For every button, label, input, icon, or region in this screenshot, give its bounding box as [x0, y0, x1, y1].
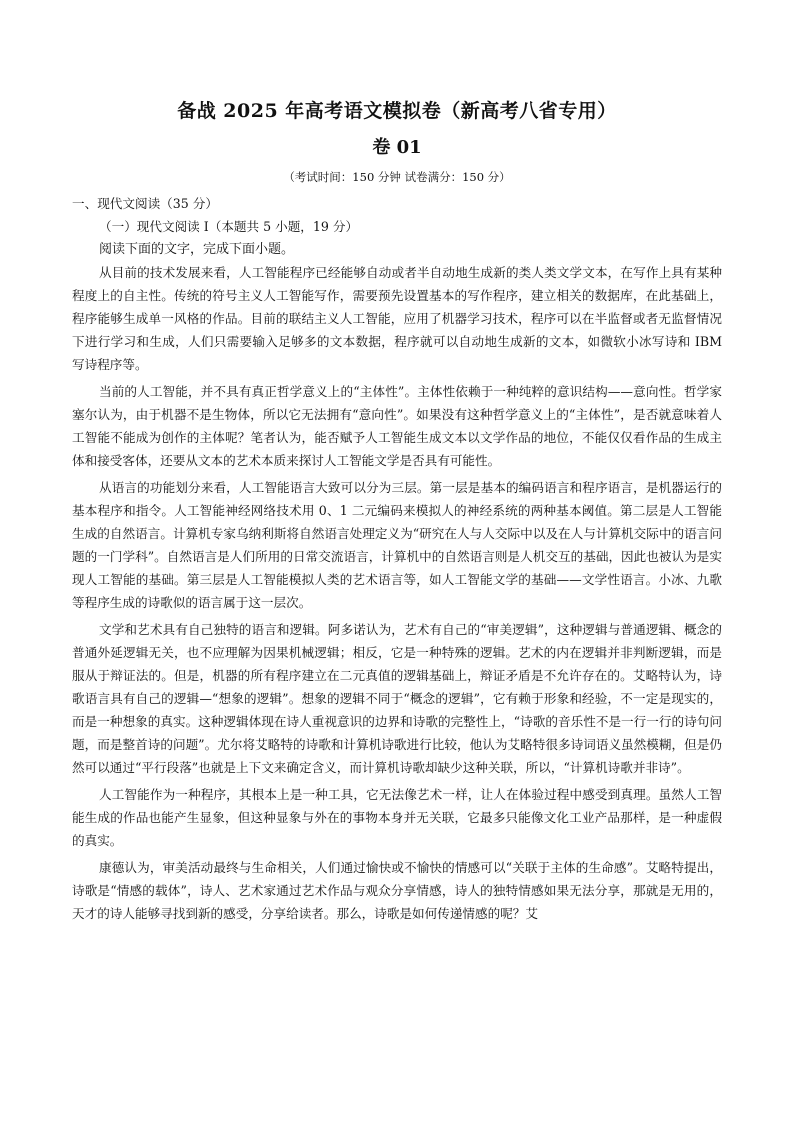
- paragraph-5: 人工智能作为一种程序，其根本上是一种工具，它无法像艺术一样，让人在体验过程中感受到真理。虽然人工智能生成的作品也能产生显象，但这种显象与外在的事物本身并无关联，它最多只能像文化工业产品那样，是一种虚假的真实。: [72, 787, 722, 848]
- reading-section: [72, 192, 722, 929]
- paragraph-4: 文学和艺术具有自己独特的语言和逻辑。阿多诺认为，艺术有自己的“审美逻辑”，这种逻辑与普通逻辑、概念的普通外延逻辑无关，也不应理解为因果机械逻辑；相反，它是一种特殊的逻辑。艺术的内在逻辑并非判断逻辑，而是服从于辩证法的。但是，机器的所有程序建立在二元真值的逻辑基础上，辩证矛盾是不允许存在的。艾略特认为，诗歌语言具有自己的逻辑—“想象的逻辑”。想象的逻辑不同于“概念的逻辑”，它有赖于形象和经验，不一定是现实的，而是一种想象的真实。这种逻辑体现在诗人重视意识的边界和诗歌的完整性上，“诗歌的音乐性不是一行一行的诗句问题，而是整首诗的问题”。尤尔将艾略特的诗歌和计算机诗歌进行比较，他认为艾略特很多诗词语义虽然模糊，但是仍然可以通过“平行段落”也就是上下文来确定含义，而计算机诗歌却缺少这种关联，所以，“计算机诗歌并非诗”。: [72, 622, 722, 775]
- paragraph-3: 从语言的功能划分来看，人工智能语言大致可以分为三层。第一层是基本的编码语言和程序语言，是机器运行的基本程序和指令。人工智能神经网络技术用 0、1 二元编码来模拟人的神经系统的两种基本阈值。第二层是人工智能生成的自然语言。计算机专家乌纳利斯将自然语言处理定义为“研究在人与人交际中以及在人与计算机交际中的语言问题的一门学科”。自然语言是人们所用的日常交流语言，计算机中的自然语言则是人机交互的基础，因此也被认为是实现人工智能的基础。第三层是人工智能模拟人类的艺术语言等，如人工智能文学的基础——文学性语言。小冰、九歌等程序生成的诗歌似的语言属于这一层次。: [72, 480, 722, 610]
- reading-instruction: 阅读下面的文字，完成下面小题。: [99, 242, 295, 257]
- paragraph-2: 当前的人工智能，并不具有真正哲学意义上的“主体性”。主体性依赖于一种纯粹的意识结构——意向性。哲学家塞尔认为，由于机器不是生物体，所以它无法拥有“意向性”。如果没有这种哲学意义上的“主体性”，是否就意味着人工智能不能成为创作的主体呢？笔者认为，能否赋予人工智能生成文本以文学作品的地位，不能仅仅看作品的生成主体和接受客体，还要从文本的艺术本质来探讨人工智能文学是否具有可能性。: [72, 384, 722, 468]
- section-heading: 一、现代文阅读（35 分）: [72, 196, 218, 211]
- paragraph-6: 康德认为，审美活动最终与生命相关，人们通过愉快或不愉快的情感可以“关联于主体的生命感”。艾略特提出，诗歌是“情感的载体”，诗人、艺术家通过艺术作品与观众分享情感，诗人的独特情感如果无法分享，那就是无用的，天才的诗人能够寻找到新的感受，分享给读者。那么，诗歌是如何传递情感的呢？艾: [72, 860, 722, 921]
- paper-number: 卷 01: [372, 137, 422, 158]
- sub-section-heading: （一）现代文阅读 I（本题共 5 小题，19 分）: [99, 219, 359, 234]
- page-title: 备战 2025 年高考语文模拟卷（新高考八省专用）: [177, 100, 617, 122]
- exam-info: （考试时间：150 分钟 试卷满分：150 分）: [283, 170, 511, 184]
- paragraph-1: 从目前的技术发展来看，人工智能程序已经能够自动或者半自动地生成新的类人类文学文本，在写作上具有某种程度上的自主性。传统的符号主义人工智能写作，需要预先设置基本的写作程序，建立相关的数据库，在此基础上，程序能够生成单一风格的作品。目前的联结主义人工智能，应用了机器学习技术，程序可以在半监督或者无监督情况下进行学习和生成，人们只需要输入足够多的文本数据，程序就可以自动地生成新的文本，如微软小冰写诗和 IBM 写诗程序等。: [72, 265, 722, 372]
